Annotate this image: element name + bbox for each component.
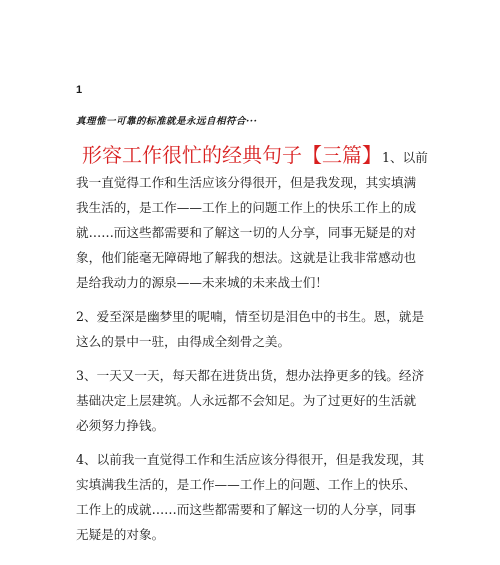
header-motto: 真理惟一可靠的标准就是永远自相符合··· — [76, 116, 258, 127]
article-title: 形容工作很忙的经典句子【三篇】 — [82, 143, 382, 167]
paragraph-3: 3、一天又一天，每天都在进货出货，想办法挣更多的钱。经济基础决定上层建筑。人永远都不会知足。为了过更好的生活就必须努力挣钱。 — [76, 368, 425, 433]
page-number: 1 — [76, 84, 83, 96]
paragraph-2: 2、爱至深是幽梦里的呢喃，情至切是泪色中的书生。恩，就是这么的景中一驻，由得成全刻骨之美。 — [76, 309, 425, 349]
article-body — [76, 140, 428, 547]
paragraph-1-text: 1、以前我一直觉得工作和生活应该分得很开，但是我发现，其实填满我生活的，是工作——工作上的问题工作上的快乐工作上的成就……而这些都需要和了解这一切的人分享，同事无疑是的对象，他们能毫无障碍地了解我的想法。这就是让我非常感动也是给我动力的源泉——未来城的未来战士们！ — [76, 150, 428, 290]
paragraph-1 — [76, 140, 428, 295]
paragraph-4: 4、以前我一直觉得工作和生活应该分得很开，但是我发现，其实填满我生活的，是工作——工作上的问题、工作上的快乐、工作上的成就……而这些都需要和了解这一切的人分享，同事无疑是的对象。 — [76, 452, 425, 542]
